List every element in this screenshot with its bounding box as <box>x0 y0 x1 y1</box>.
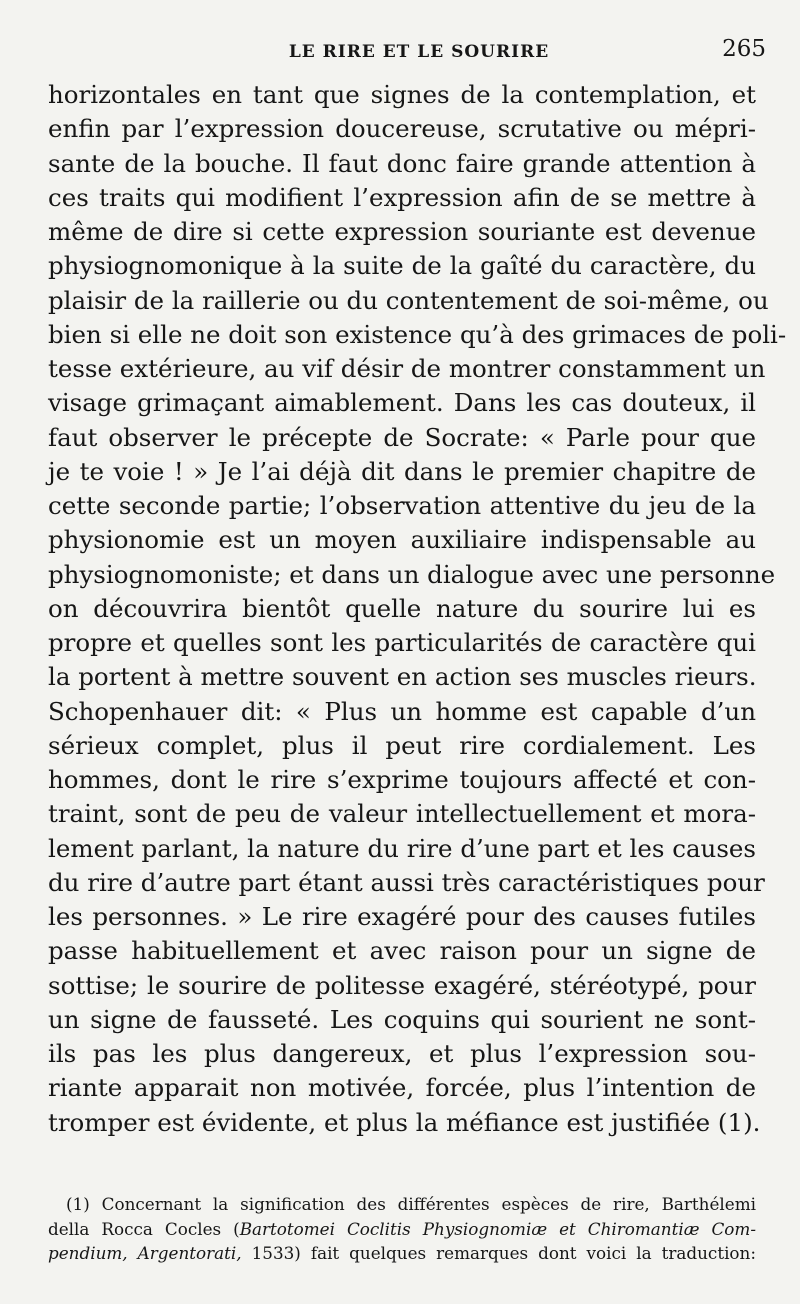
text-line: ils pas les plus dangereux, et plus l’expression sou- <box>48 1039 756 1068</box>
text-line: sérieux complet, plus il peut rire cordialement. Les <box>48 730 756 760</box>
text-line: même de dire si cette expression souriante est devenue <box>48 217 756 246</box>
text-line: cette seconde partie; l’observation attentive du jeu de la <box>48 491 756 520</box>
text-line: sottise; le sourire de politesse exagéré, stéréotypé, pour <box>48 970 756 1000</box>
page-number: 265 <box>722 36 766 62</box>
text-line: lement parlant, la nature du rire d’une part et les causes <box>48 833 756 863</box>
text-line: la portent à mettre souvent en action ses muscles rieurs. <box>48 662 757 692</box>
text-line: riante apparait non motivée, forcée, plus l’intention de <box>48 1073 756 1103</box>
text-line: propre et quelles sont les particularités de caractère qui <box>48 628 756 657</box>
body-paragraph <box>48 78 787 1140</box>
text-line: du rire d’autre part étant aussi très caractéristiques pour <box>48 867 765 897</box>
text-line: sante de la bouche. Il faut donc faire grande attention à <box>48 148 756 178</box>
text-line: ces traits qui modifient l’expression afin de se mettre à <box>48 182 756 212</box>
footnote-text: della Rocca Cocles ( <box>48 1218 240 1239</box>
text-line: physiognomoniste; et dans un dialogue avec une personne <box>48 559 776 589</box>
footnote-italic-title: pendium, Argentorati, <box>48 1243 242 1263</box>
text-line: traint, sont de peu de valeur intellectuellement et mora- <box>48 799 756 829</box>
running-head <box>48 36 766 66</box>
footnote-line <box>48 1241 756 1266</box>
text-line: Schopenhauer dit: « Plus un homme est capable d’un <box>48 696 756 726</box>
footnote-line <box>48 1217 756 1242</box>
footnote-italic-title: Bartotomei Coclitis Physiognomiæ et Chiromantiæ Com- <box>239 1218 756 1239</box>
text-line: physionomie est un moyen auxiliaire indispensable au <box>48 525 756 555</box>
text-line: plaisir de la raillerie ou du contentement de soi-même, ou <box>48 285 769 315</box>
text-line: je te voie ! » Je l’ai déjà dit dans le premier chapitre de <box>48 456 756 486</box>
text-line: tesse extérieure, au vif désir de montrer constamment un <box>48 354 766 383</box>
text-line: hommes, dont le rire s’exprime toujours affecté et con- <box>48 765 756 794</box>
footnote-text: 1533) fait quelques remarques dont voici la traduction: <box>241 1243 757 1263</box>
text-line: faut observer le précepte de Socrate: « Parle pour que <box>48 422 756 452</box>
running-title: LE RIRE ET LE SOURIRE <box>288 42 550 62</box>
text-line: les personnes. » Le rire exagéré pour des causes futiles <box>48 902 756 931</box>
text-line: bien si elle ne doit son existence qu’à des grimaces de poli- <box>48 319 787 349</box>
text-line: passe habituellement et avec raison pour un signe de <box>48 936 756 966</box>
text-line: physiognomonique à la suite de la gaîté du caractère, du <box>48 251 756 281</box>
text-line: tromper est évidente, et plus la méfiance est justifiée (1). <box>48 1107 761 1137</box>
text-line: on découvrira bientôt quelle nature du sourire lui es <box>48 593 756 623</box>
footnote-line: (1) Concernant la signification des différentes espèces de rire, Barthélemi <box>66 1194 756 1214</box>
footnote <box>48 1192 756 1266</box>
text-line: visage grimaçant aimablement. Dans les cas douteux, il <box>48 388 756 418</box>
text-line: enfin par l’expression doucereuse, scrutative ou mépri- <box>48 114 756 144</box>
text-line: horizontales en tant que signes de la contemplation, et <box>48 80 756 109</box>
text-line: un signe de fausseté. Les coquins qui sourient ne sont- <box>48 1004 756 1034</box>
